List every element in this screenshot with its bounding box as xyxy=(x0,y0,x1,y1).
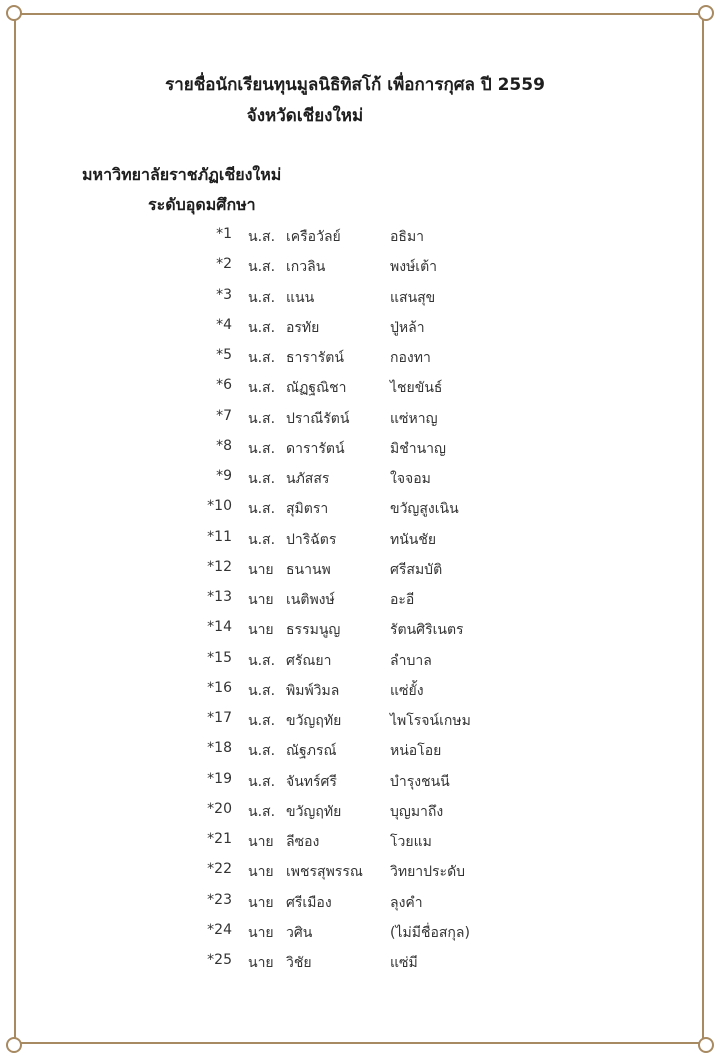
student-last-name: อธิมา xyxy=(390,229,425,245)
student-last-name: แสนสุข xyxy=(390,289,436,306)
student-first-name: ธนานพ xyxy=(286,561,331,578)
student-title: นาย xyxy=(248,924,274,941)
student-first-name: จันทร์ศรี xyxy=(286,773,337,790)
student-first-name: แนน xyxy=(286,289,315,306)
student-last-name: ลุงคำ xyxy=(390,894,423,911)
student-number: *23 xyxy=(207,891,232,908)
student-number: *4 xyxy=(216,316,232,333)
student-last-name: ไพโรจน์เกษม xyxy=(390,713,471,729)
student-first-name: ปราณีรัตน์ xyxy=(286,410,350,427)
student-first-name: ปาริฉัตร xyxy=(286,531,337,548)
student-first-name: ขวัญฤทัย xyxy=(286,713,342,729)
student-last-name: ศรีสมบัติ xyxy=(390,561,443,578)
student-number: *2 xyxy=(216,256,232,273)
document-title: รายชื่อนักเรียนทุนมูลนิธิทิสโก้ เพื่อการกุศล ปี 2559 xyxy=(165,75,545,95)
student-last-name: ใจจอม xyxy=(390,471,431,487)
student-title: นาย xyxy=(248,592,274,608)
student-first-name: ณัฏฐณิชา xyxy=(286,380,347,397)
corner-ornament xyxy=(6,5,22,21)
student-title: นาย xyxy=(248,622,274,639)
student-title: น.ส. xyxy=(248,471,276,487)
student-title: น.ส. xyxy=(248,380,276,397)
student-last-name: บำรุงชนนี xyxy=(390,773,450,790)
student-number: *7 xyxy=(216,407,232,424)
province-title: จังหวัดเชียงใหม่ xyxy=(246,106,364,126)
student-first-name: อรทัย xyxy=(286,319,320,336)
student-title: น.ส. xyxy=(248,440,276,457)
student-first-name: ลีซอง xyxy=(286,834,320,850)
student-title: นาย xyxy=(248,561,274,578)
student-first-name: สุมิตรา xyxy=(286,501,329,518)
university-heading: มหาวิทยาลัยราชภัฏเชียงใหม่ xyxy=(82,165,282,184)
student-first-name: ขวัญฤทัย xyxy=(286,803,342,820)
corner-ornament xyxy=(698,1037,714,1053)
student-number: *22 xyxy=(207,861,232,878)
student-last-name: (ไม่มีชื่อสกุล) xyxy=(390,924,470,941)
student-number: *16 xyxy=(207,679,232,696)
student-first-name: ธารารัตน์ xyxy=(286,350,344,366)
student-last-name: พงษ์เต้า xyxy=(390,259,438,276)
student-last-name: ขวัญสูงเนิน xyxy=(390,501,459,518)
student-number: *19 xyxy=(207,770,232,787)
student-title: น.ส. xyxy=(248,531,276,548)
student-first-name: ดารารัตน์ xyxy=(286,440,345,457)
student-number: *8 xyxy=(216,437,232,454)
student-title: น.ส. xyxy=(248,319,276,336)
student-number: *11 xyxy=(207,528,232,545)
student-last-name: กองทา xyxy=(390,350,431,366)
student-title: น.ส. xyxy=(248,350,276,366)
student-title: น.ส. xyxy=(248,259,276,276)
student-number: *3 xyxy=(216,286,232,303)
corner-ornament xyxy=(6,1037,22,1053)
student-first-name: เนติพงษ์ xyxy=(286,592,335,608)
student-number: *24 xyxy=(207,921,232,938)
student-title: น.ส. xyxy=(248,652,276,669)
student-last-name: บุญมาถึง xyxy=(390,803,444,820)
student-first-name: นภัสสร xyxy=(286,471,330,487)
student-number: *12 xyxy=(207,558,232,575)
student-last-name: ปู่หล้า xyxy=(390,319,425,336)
student-number: *18 xyxy=(207,740,232,757)
student-title: น.ส. xyxy=(248,773,276,790)
student-last-name: มิชำนาญ xyxy=(390,440,446,457)
student-first-name: พิมพ์วิมล xyxy=(286,682,340,699)
student-number: *25 xyxy=(207,952,232,968)
student-first-name: ณัฐภรณ์ xyxy=(286,743,337,760)
student-title: น.ส. xyxy=(248,682,276,699)
corner-ornament xyxy=(698,5,714,21)
student-number: *15 xyxy=(207,649,232,666)
student-title: น.ส. xyxy=(248,713,276,729)
student-last-name: ลำบาล xyxy=(390,652,432,669)
student-number: *13 xyxy=(207,589,232,605)
student-last-name: หน่อโอย xyxy=(390,743,442,760)
student-number: *1 xyxy=(216,226,232,242)
student-last-name: แซ่หาญ xyxy=(390,410,438,427)
student-first-name: เพชรสุพรรณ xyxy=(286,864,363,881)
student-first-name: ศรัณยา xyxy=(286,652,332,669)
student-title: นาย xyxy=(248,834,274,850)
student-last-name: อะอี xyxy=(390,592,415,608)
student-number: *21 xyxy=(207,831,232,847)
student-first-name: เครือวัลย์ xyxy=(286,229,341,245)
student-first-name: ศรีเมือง xyxy=(286,894,332,911)
student-first-name: วิชัย xyxy=(286,955,312,971)
student-last-name: ทนันชัย xyxy=(390,531,437,548)
student-first-name: เกวลิน xyxy=(286,259,326,276)
student-title: นาย xyxy=(248,955,274,971)
education-level-heading: ระดับอุดมศึกษา xyxy=(148,195,256,214)
student-title: น.ส. xyxy=(248,803,276,820)
student-number: *6 xyxy=(216,377,232,394)
student-number: *17 xyxy=(207,710,232,726)
student-last-name: แซ่มี xyxy=(390,955,418,971)
student-last-name: รัตนศิริเนตร xyxy=(390,622,464,639)
student-last-name: แซ่ยั้ง xyxy=(390,682,424,699)
student-number: *5 xyxy=(216,347,232,363)
student-number: *14 xyxy=(207,619,232,636)
student-title: น.ส. xyxy=(248,743,276,760)
student-number: *10 xyxy=(207,498,232,515)
student-first-name: วศิน xyxy=(286,924,313,941)
student-last-name: โวยแม xyxy=(390,834,432,850)
student-first-name: ธรรมนูญ xyxy=(286,622,341,639)
student-title: น.ส. xyxy=(248,289,276,306)
student-title: น.ส. xyxy=(248,501,276,518)
student-number: *20 xyxy=(207,800,232,817)
student-title: นาย xyxy=(248,894,274,911)
student-title: น.ส. xyxy=(248,410,276,427)
student-last-name: ไชยขันธ์ xyxy=(390,380,443,397)
student-title: นาย xyxy=(248,864,274,881)
student-last-name: วิทยาประดับ xyxy=(390,864,466,881)
student-title: น.ส. xyxy=(248,229,276,245)
student-number: *9 xyxy=(216,468,232,484)
